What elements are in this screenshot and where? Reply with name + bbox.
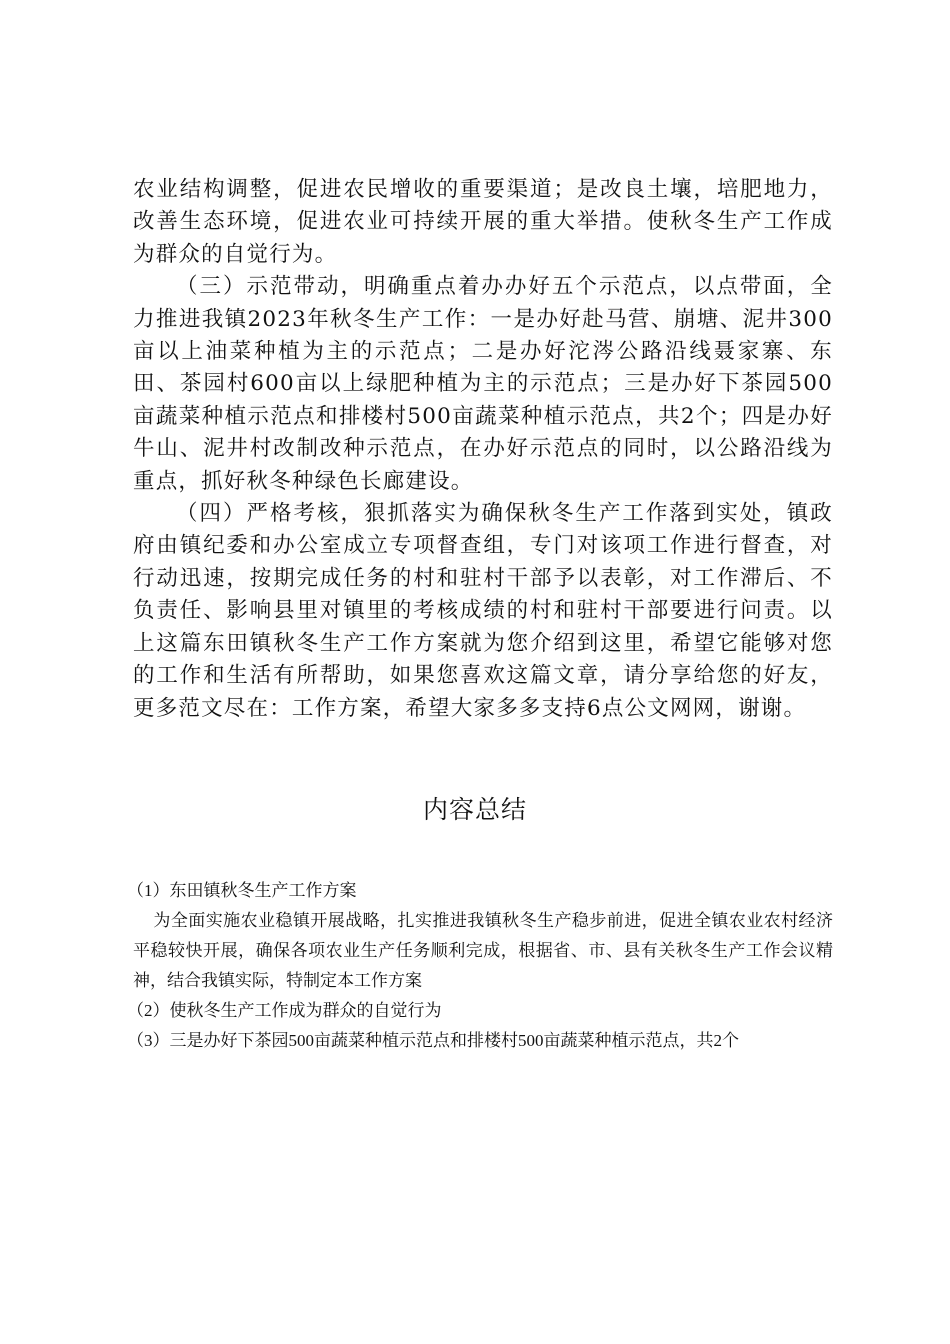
- body-paragraph-3: （四）严格考核，狠抓落实为确保秋冬生产工作落到实处，镇政府由镇纪委和办公室成立专项督查组，专门对该项工作进行督查，对行动迅速，按期完成任务的村和驻村干部予以表彰，对工作滞后、不负责任、影响县里对镇里的考核成绩的村和驻村干部要进行问责。以上这篇东田镇秋冬生产工作方案就为您介绍到这里，希望它能够对您的工作和生活有所帮助，如果您喜欢这篇文章，请分享给您的好友，更多范文尽在：工作方案，希望大家多多支持6点公文网网，谢谢。: [133, 501, 833, 721]
- document-body: [133, 174, 833, 725]
- summary-item-2: （2）使秋冬生产工作成为群众的自觉行为: [127, 1001, 442, 1020]
- summary-title: 内容总结: [422, 795, 527, 824]
- summary-item-1-body: 为全面实施农业稳镇开展战略，扎实推进我镇秋冬生产稳步前进，促进全镇农业农村经济平稳较快开展，确保各项农业生产任务顺利完成，根据省、市、县有关秋冬生产工作会议精神，结合我镇实际，特制定本工作方案: [133, 911, 833, 990]
- body-paragraph-1: 农业结构调整，促进农民增收的重要渠道；是改良土壤，培肥地力，改善生态环境，促进农业可持续开展的重大举措。使秋冬生产工作成为群众的自觉行为。: [133, 177, 833, 267]
- summary-item-3: （3）三是办好下茶园500亩蔬菜种植示范点和排楼村500亩蔬菜种植示范点，共2个: [127, 1031, 739, 1050]
- body-paragraph-2: （三）示范带动，明确重点着办办好五个示范点，以点带面，全力推进我镇2023年秋冬生产工作：一是办好赴马营、崩塘、泥井300亩以上油菜种植为主的示范点；二是办好沱涔公路沿线聂家寨、东田、茶园村600亩以上绿肥种植为主的示范点；三是办好下茶园500亩蔬菜种植示范点和排楼村500亩蔬菜种植示范点，共2个；四是办好牛山、泥井村改制改种示范点，在办好示范点的同时，以公路沿线为重点，抓好秋冬种绿色长廊建设。: [133, 274, 833, 494]
- summary-section: [127, 876, 833, 1056]
- summary-item-1: （1）东田镇秋冬生产工作方案: [127, 881, 357, 900]
